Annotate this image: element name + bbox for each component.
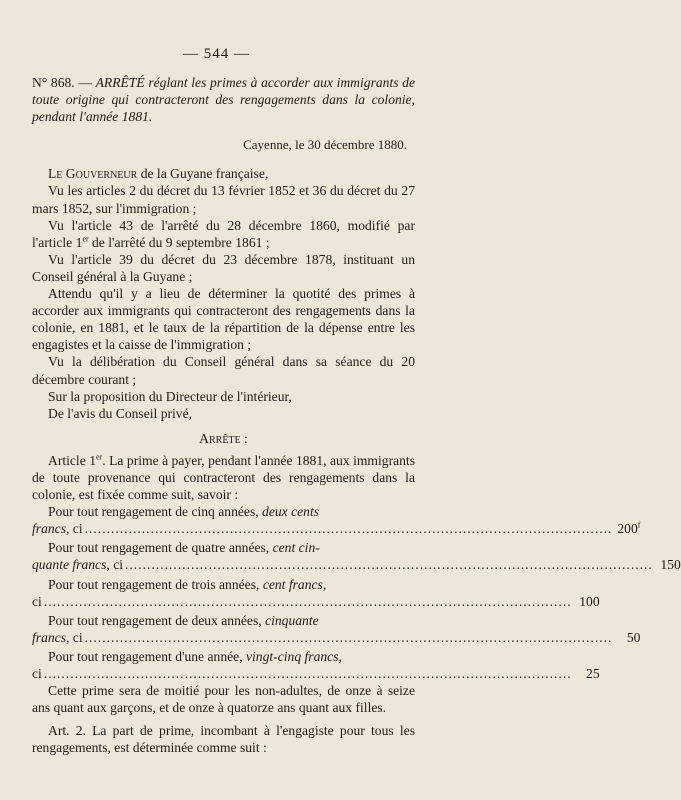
consideration: Vu l'article 39 du décret du 23 décembre 1878, instituant un Conseil général à la Guyane ; [32,251,415,284]
rate-amount-line: francs, ci ........................................................................................................................ 200$^f$ [32,520,641,537]
rate-amount-line: quante francs, ci ........................................................................................................................ 150 [32,557,681,573]
rate-value: 150 [660,557,681,573]
rate-description: Pour tout rengagement de trois années, cent francs, [48,576,327,592]
rate-value: 100 [579,593,600,609]
consideration: Vu l'article 43 de l'arrêté du 28 décembre 1860, modifié par l'article 1er de l'arrêté du 9 septembre 1861 ; [32,217,415,250]
decree-number: N° 868. [32,75,75,90]
consideration: De l'avis du Conseil privé, [48,405,193,421]
consideration: Sur la proposition du Directeur de l'intérieur, [48,388,292,404]
rate-description: Pour tout rengagement de quatre années, cent cin- [48,540,320,556]
decree-title: réglant les primes à accorder aux immigrants de toute origine qui contracteront des rengagements dans la colonie, pendant l'année 1881. [32,75,416,125]
rate-value: 25 [586,666,600,681]
page-number: — 544 — [183,46,250,62]
date-line: Cayenne, le 30 décembre 1880. [243,137,407,153]
rate-description: Pour tout rengagement de deux années, cinquante [48,612,319,628]
governor-line: Le Gouverneur de la Guyane française, [48,166,269,182]
rate-list [32,503,681,682]
rate-entry [32,648,600,682]
rate-entry [32,503,641,537]
decree-type: ARRÊTÉ [95,75,145,90]
rate-entry [32,612,641,646]
decree-heading: N° 868. — ARRÊTÉ réglant les primes à accorder aux immigrants de toute origine qui contracteront des rengagements dans la colonie, pendant l'année 1881. [32,75,416,125]
rate-description: Pour tout rengagement d'une année, vingt-cinq francs, [48,648,342,664]
rate-value: 50 [626,629,641,645]
rate-entry [32,539,681,573]
rate-amount-line: francs, ci ........................................................................................................................ 50 [32,629,641,645]
consideration: Attendu qu'il y a lieu de déterminer la quotité des primes à accorder aux immigrants qui contracteront des rengagements dans la colonie, en 1881, et le taux de la répartition de la dépense entre les engagistes et la caisse de l'immigration ; [32,286,415,353]
rate-entry [32,576,600,610]
article-2: Art. 2. La part de prime, incombant à l'engagiste pour tous les rengagements, est déterminée comme suit : [32,723,415,756]
rate-amount-line: ci ........................................................................................................................ 100 [32,593,600,609]
half-rate-note: Cette prime sera de moitié pour les non-adultes, de onze à seize ans quant aux garçons, et de onze à quatorze ans quant aux filles. [32,683,415,716]
consideration: Vu les articles 2 du décret du 13 février 1852 et 36 du décret du 27 mars 1852, sur l'immigration ; [32,183,415,216]
rate-amount-line: ci ........................................................................................................................ 25 [32,666,600,681]
consideration: Vu la délibération du Conseil général dans sa séance du 20 décembre courant ; [32,354,415,387]
rate-description: Pour tout rengagement de cinq années, deux cents [48,504,320,520]
document-body [32,74,681,756]
rate-value: 200$^f$ [617,520,641,537]
article-1: Article 1er. La prime à payer, pendant l'année 1881, aux immigrants de toute provenance qui contracteront des rengagements dans la colonie, est fixée comme suit, savoir : [32,452,416,503]
arrete-label: Arrête : [199,430,248,446]
